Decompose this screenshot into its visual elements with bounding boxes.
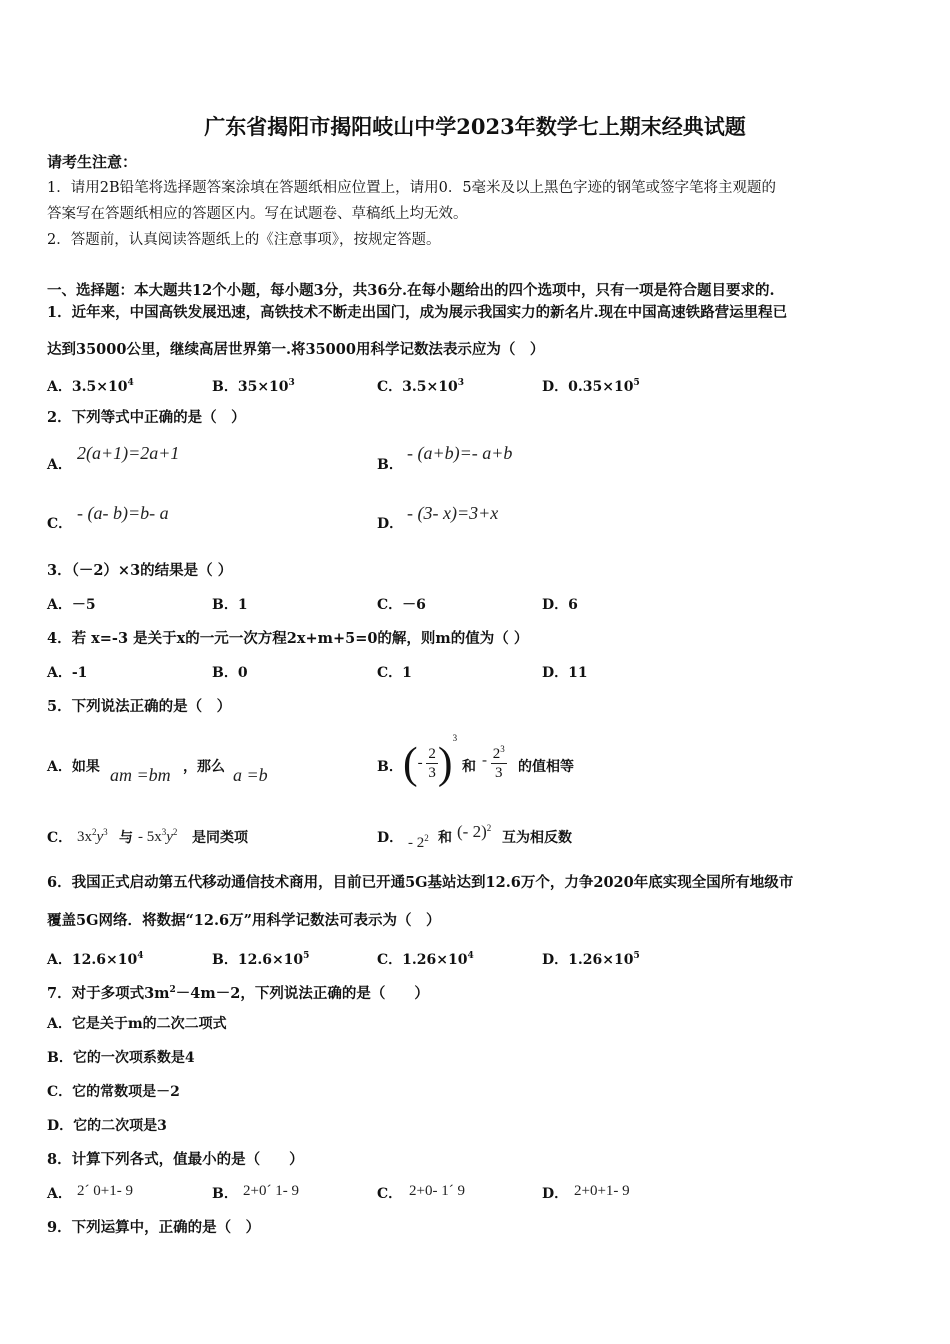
q8-option-d-expr: 2+0+1- 9 xyxy=(574,1183,630,1199)
q5-option-b-mid: 和 xyxy=(462,759,476,775)
q6-option-a[interactable]: A．$12.6\times 10^4$ xyxy=(47,951,144,968)
q7-option-b[interactable]: B．它的一次项系数是4 xyxy=(47,1050,195,1066)
q5-option-b-label[interactable]: B． xyxy=(377,759,403,775)
q8-option-a-label[interactable]: A． xyxy=(47,1186,72,1202)
q5-option-d-expr-2: (- 2)$^2$ xyxy=(457,822,492,841)
q1-stem-line1: 1．近年来，中国高铁发展迅速，高铁技术不断走出国门，成为展示我国实力的新名片.现在中国高速铁路营运里程已 xyxy=(47,304,788,321)
q6-option-b[interactable]: B．$12.6\times 10^5$ xyxy=(212,951,310,968)
q1-option-a[interactable]: A．$3.5\times 10^4$ xyxy=(47,378,134,395)
q5-option-d-mid: 和 xyxy=(438,830,452,846)
q5-option-c-post: 是同类项 xyxy=(192,830,248,846)
q8-option-a-expr: 2´ 0+1- 9 xyxy=(77,1183,133,1199)
q1-option-c[interactable]: C．$3.5\times 10^3$ xyxy=(377,378,464,395)
q5-option-a-mid: ，那么 xyxy=(183,759,225,775)
q5-option-a-expr-2: a =b xyxy=(233,765,268,785)
q2-stem: 2．下列等式中正确的是（ ） xyxy=(47,409,246,426)
q7-option-d[interactable]: D．它的二次项是3 xyxy=(47,1118,167,1134)
q2-option-b-label[interactable]: B． xyxy=(377,457,403,473)
q8-option-c-expr: 2+0- 1´ 9 xyxy=(409,1183,465,1199)
q4-stem: 4．若 x=-3 是关于x的一元一次方程2x+m+5=0的解，则m的值为（ ） xyxy=(47,630,529,647)
q6-option-c[interactable]: C．$1.26\times 10^4$ xyxy=(377,951,474,968)
q8-stem: 8．计算下列各式，值最小的是（ ） xyxy=(47,1151,304,1168)
q5-option-d-post: 互为相反数 xyxy=(502,830,572,846)
q5-option-b-expr-2: - $\frac{2^3}{3}$ xyxy=(482,740,507,782)
q5-option-b-post: 的值相等 xyxy=(518,759,574,775)
q2-option-c-expr: - (a- b)=b- a xyxy=(77,503,169,523)
q1-option-d[interactable]: D．$0.35\times 10^5$ xyxy=(542,378,640,395)
q8-option-d-label[interactable]: D． xyxy=(542,1186,569,1202)
q4-option-a[interactable]: A．-1 xyxy=(47,665,88,681)
q5-option-c-expr-1: $3x^2y^3$ xyxy=(77,827,108,845)
q1-option-b[interactable]: B．$35\times 10^3$ xyxy=(212,378,295,395)
section-heading: 一、选择题：本大题共12个小题，每小题3分，共36分.在每小题给出的四个选项中，只有一项是符合题目要求的. xyxy=(47,282,775,299)
q2-option-b-expr: - (a+b)=- a+b xyxy=(407,443,513,463)
q2-option-d-label[interactable]: D． xyxy=(377,516,404,532)
q5-option-a[interactable]: A．如果 xyxy=(47,759,100,775)
q3-option-b[interactable]: B．1 xyxy=(212,597,248,613)
q6-stem-line1: 6．我国正式启动第五代移动通信技术商用，目前已开通5G基站达到12.6万个，力争2020年底实现全国所有地级市 xyxy=(47,874,794,891)
q2-option-a-label[interactable]: A． xyxy=(47,457,72,473)
q5-option-d-expr-1: - $2^2$ xyxy=(408,833,429,851)
q2-option-c-label[interactable]: C． xyxy=(47,516,73,532)
q5-option-d-label[interactable]: D． xyxy=(377,830,404,846)
page-title: 广东省揭阳市揭阳岐山中学2023年数学七上期末经典试题 xyxy=(204,114,746,139)
notice-line-1: 1．请用2B铅笔将选择题答案涂填在答题纸相应位置上，请用0．5毫米及以上黑色字迹的钢笔或签字笔将主观题的 xyxy=(47,180,777,196)
q9-stem: 9．下列运算中，正确的是（ ） xyxy=(47,1219,261,1236)
q7-option-a[interactable]: A．它是关于m的二次二项式 xyxy=(47,1016,227,1032)
q8-option-c-label[interactable]: C． xyxy=(377,1186,403,1202)
q5-option-a-expr-1: am =bm xyxy=(110,765,171,785)
q7-stem: 7．对于多项式$3m^2-4m-2$，下列说法正确的是（ ） xyxy=(47,985,429,1002)
q1-stem-line2: 达到35000公里，继续高居世界第一.将35000用科学记数法表示应为（ ） xyxy=(47,341,545,358)
q5-option-c-label[interactable]: C． xyxy=(47,830,73,846)
q6-option-d[interactable]: D．$1.26\times 10^5$ xyxy=(542,951,640,968)
q6-stem-line2: 覆盖5G网络．将数据“12.6万”用科学记数法可表示为（ ） xyxy=(47,912,441,929)
q2-option-d-expr: - (3- x)=3+x xyxy=(407,503,499,523)
notice-heading: 请考生注意： xyxy=(47,153,138,171)
q7-option-c[interactable]: C．它的常数项是－2 xyxy=(47,1084,180,1100)
q5-option-c-expr-2: - $5x^3y^2$ xyxy=(138,827,178,845)
q3-option-d[interactable]: D．6 xyxy=(542,597,578,613)
q2-option-a-expr: 2(a+1)=2a+1 xyxy=(77,443,180,463)
q5-option-b-expr: (- $\frac{2}{3}$ )$^3$ xyxy=(403,733,458,788)
q5-stem: 5．下列说法正确的是（ ） xyxy=(47,698,232,715)
q5-option-c-mid: 与 xyxy=(119,830,133,846)
notice-line-1b: 答案写在答题纸相应的答题区内。写在试题卷、草稿纸上均无效。 xyxy=(47,206,468,222)
q3-option-c[interactable]: C．－6 xyxy=(377,597,426,613)
q8-option-b-label[interactable]: B． xyxy=(212,1186,238,1202)
notice-line-2: 2．答题前，认真阅读答题纸上的《注意事项》，按规定答题。 xyxy=(47,232,441,248)
q3-option-a[interactable]: A．－5 xyxy=(47,597,96,613)
q4-option-b[interactable]: B．0 xyxy=(212,665,248,681)
q3-stem: 3．（－2）×3的结果是（ ） xyxy=(47,562,233,579)
q4-option-c[interactable]: C．1 xyxy=(377,665,412,681)
q4-option-d[interactable]: D．11 xyxy=(542,665,588,681)
q8-option-b-expr: 2+0´ 1- 9 xyxy=(243,1183,299,1199)
